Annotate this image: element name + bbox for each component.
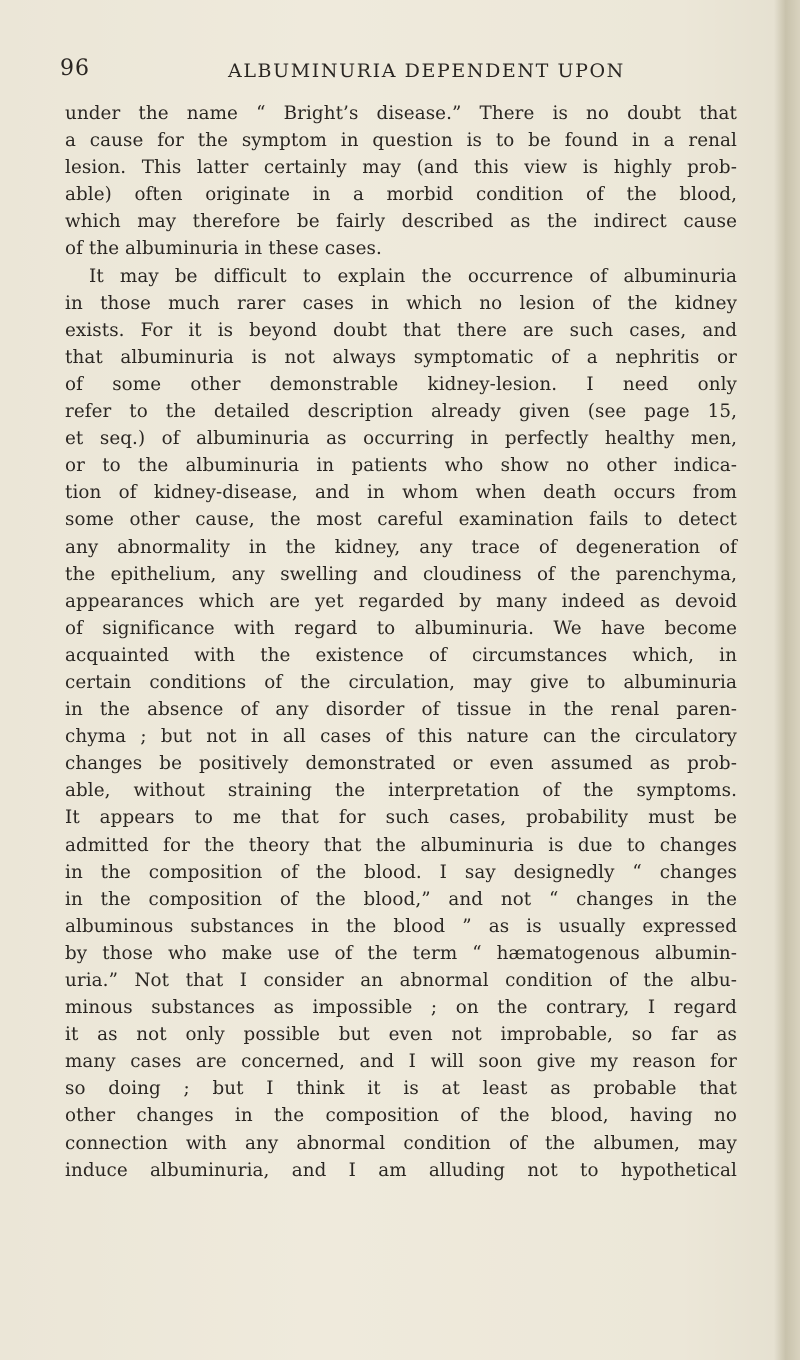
text-line: or to the albuminuria in patients who show no other indica- <box>65 455 737 477</box>
text-line: It may be difficult to explain the occurrence of albuminuria <box>89 265 737 287</box>
text-line: many cases are concerned, and I will soon give my reason for <box>65 1051 737 1073</box>
text-line: changes be positively demonstrated or even assumed as prob- <box>65 753 737 775</box>
text-line: other changes in the composition of the blood, having no <box>65 1105 737 1127</box>
text-line: chyma ; but not in all cases of this nature can the circulatory <box>65 726 737 748</box>
text-line: any abnormality in the kidney, any trace of degeneration of <box>65 536 737 558</box>
running-head: ALBUMINURIA DEPENDENT UPON <box>228 60 625 82</box>
text-line: minous substances as impossible ; on the contrary, I regard <box>65 997 737 1019</box>
page-edge-shadow <box>774 0 800 1360</box>
text-line: admitted for the theory that the albuminuria is due to changes <box>65 834 737 856</box>
text-line: induce albuminuria, and I am alluding not to hypothetical <box>65 1159 737 1181</box>
text-line: appearances which are yet regarded by many indeed as devoid <box>65 590 737 612</box>
text-line: which may therefore be fairly described as the indirect cause <box>65 211 737 233</box>
text-line: in those much rarer cases in which no lesion of the kidney <box>65 292 737 314</box>
text-line: connection with any abnormal condition of the albumen, may <box>65 1132 737 1154</box>
text-line: uria.” Not that I consider an abnormal condition of the albu- <box>65 970 737 991</box>
text-line: acquainted with the existence of circumstances which, in <box>65 644 737 666</box>
text-line: tion of kidney-disease, and in whom when death occurs from <box>65 482 737 504</box>
text-line: able) often originate in a morbid condition of the blood, <box>65 184 737 206</box>
text-line: It appears to me that for such cases, probability must be <box>65 807 737 829</box>
text-line: so doing ; but I think it is at least as probable that <box>65 1078 737 1100</box>
text-line: exists. For it is beyond doubt that there are such cases, and <box>65 319 737 341</box>
text-line: certain conditions of the circulation, may give to albuminuria <box>65 671 737 693</box>
text-line: the epithelium, any swelling and cloudiness of the parenchyma, <box>65 563 737 585</box>
text-line: some other cause, the most careful examination fails to detect <box>65 509 737 531</box>
text-line: by those who make use of the term “ hæmatogenous albumin- <box>65 942 737 964</box>
text-line: in the composition of the blood,” and not “ changes in the <box>65 888 737 910</box>
text-line: albuminous substances in the blood ” as is usually expressed <box>65 915 737 937</box>
text-line: of the albuminuria in these cases. <box>65 238 382 260</box>
text-line: lesion. This latter certainly may (and this view is highly prob- <box>65 157 737 179</box>
text-line: able, without straining the interpretation of the symptoms. <box>65 780 737 802</box>
text-line: in the absence of any disorder of tissue in the renal paren- <box>65 699 737 721</box>
page-number: 96 <box>60 56 90 81</box>
text-line: a cause for the symptom in question is to be found in a renal <box>65 130 737 152</box>
text-line: it as not only possible but even not improbable, so far as <box>65 1024 737 1046</box>
body-text <box>65 100 737 1184</box>
text-line: et seq.) of albuminuria as occurring in perfectly healthy men, <box>65 428 737 450</box>
page-header <box>60 50 740 90</box>
text-line: of significance with regard to albuminuria. We have become <box>65 617 737 639</box>
text-line: that albuminuria is not always symptomatic of a nephritis or <box>65 346 737 368</box>
text-line: in the composition of the blood. I say designedly “ changes <box>65 861 737 883</box>
text-line: under the name “ Bright’s disease.” There is no doubt that <box>65 103 737 124</box>
text-line: refer to the detailed description already given (see page 15, <box>65 401 737 423</box>
text-line: of some other demonstrable kidney-lesion. I need only <box>65 373 737 395</box>
